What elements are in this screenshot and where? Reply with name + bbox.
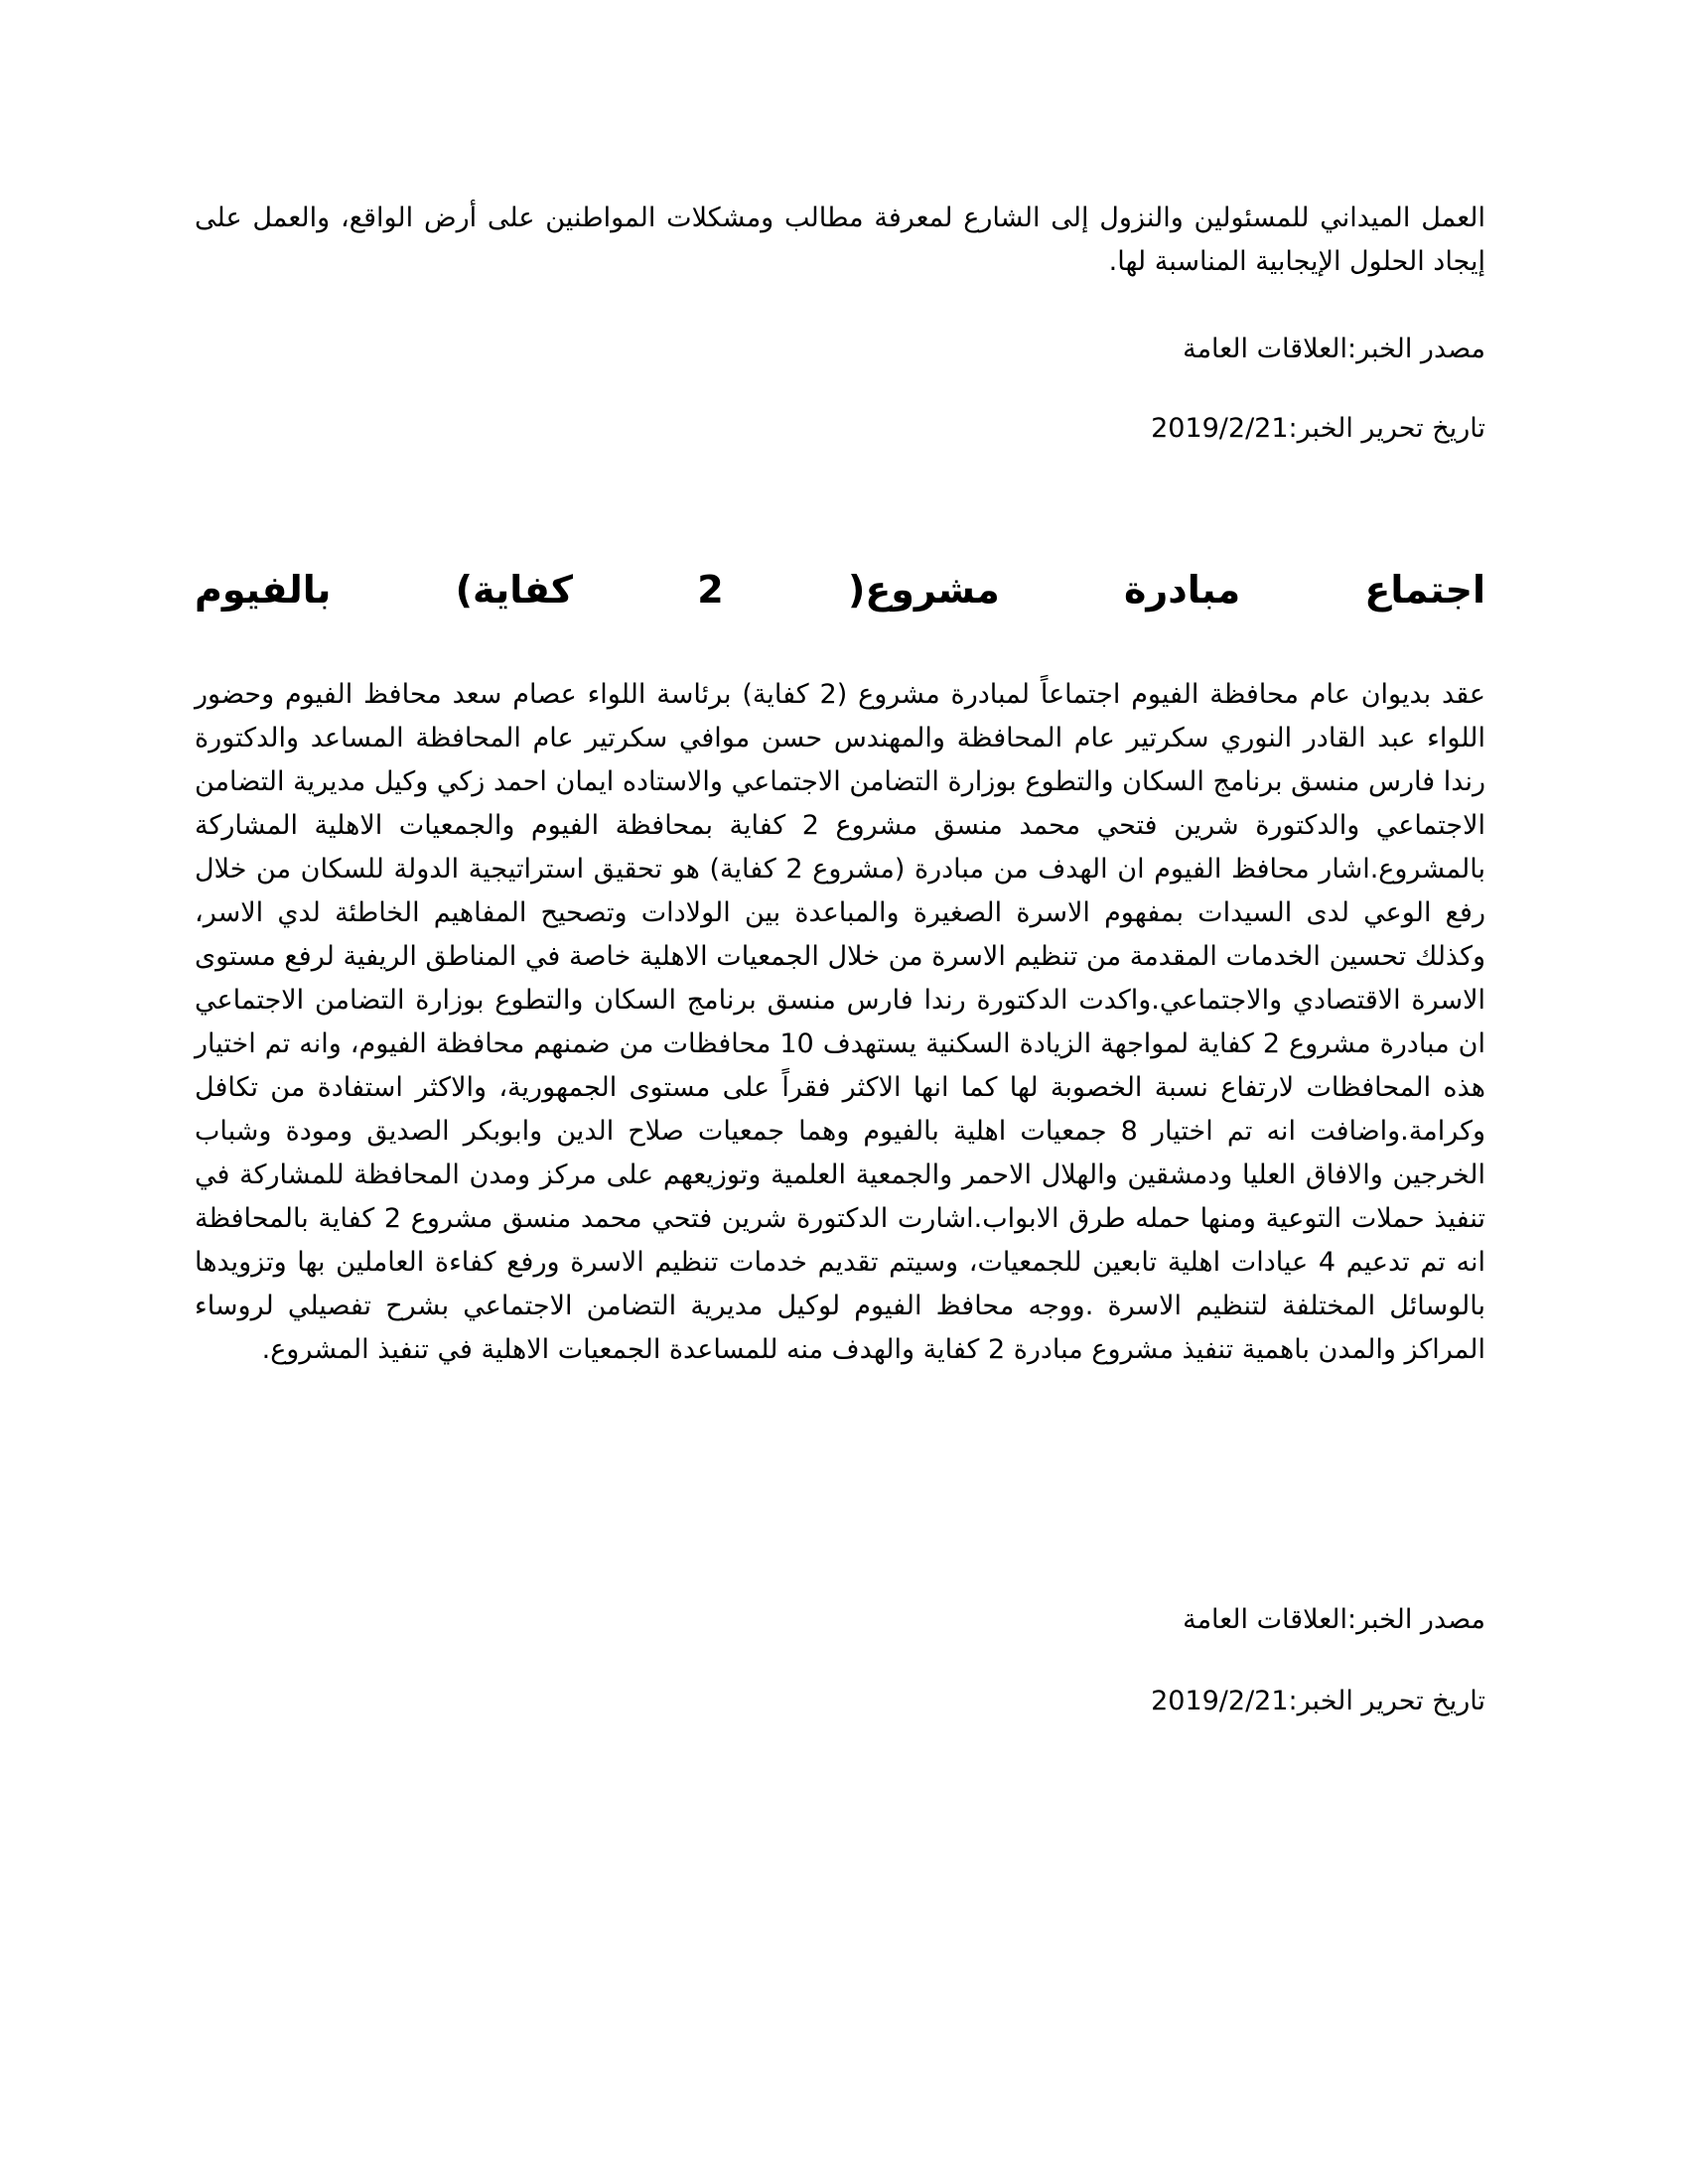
article-title: اجتماع مبادرة مشروع( 2 كفاية) بالفيوم [195, 568, 1485, 612]
news-source-line: مصدر الخبر:العلاقات العامة [1183, 334, 1485, 364]
article-source-line: مصدر الخبر:العلاقات العامة [1183, 1604, 1485, 1635]
intro-paragraph: العمل الميداني للمسئولين والنزول إلى الشارع لمعرفة مطالب ومشكلات المواطنين على أرض الواقع، والعمل على إيجاد الحلول الإيجابية المناسبة لها. [195, 203, 1485, 277]
article-date-line: تاريخ تحرير الخبر:2019/2/21 [1151, 1686, 1485, 1716]
article-body: عقد بديوان عام محافظة الفيوم اجتماعاً لمبادرة مشروع (2 كفاية) برئاسة اللواء عصام سعد محافظ الفيوم وحضور اللواء عبد القادر النوري سكرتير عام المحافظة والمهندس حسن موافي سكرتير عام المحافظة المساعد والدكتورة رندا فارس منسق برنامج السكان والتطوع بوزارة التضامن الاجتماعي والاستاده ايمان احمد زكي وكيل مديرية التضامن الاجتماعي والدكتورة شرين فتحي محمد منسق مشروع 2 كفاية بمحافظة الفيوم والجمعيات الاهلية المشاركة بالمشروع.اشار محافظ الفيوم ان الهدف من مبادرة (مشروع 2 كفاية) هو تحقيق استراتيجية الدولة للسكان من خلال رفع الوعي لدى السيدات بمفهوم الاسرة الصغيرة والمباعدة بين الولادات وتصحيح المفاهيم الخاطئة لدي الاسر، وكذلك تحسين الخدمات المقدمة من تنظيم الاسرة من خلال الجمعيات الاهلية خاصة في المناطق الريفية لرفع مستوى الاسرة الاقتصادي والاجتماعي.واكدت الدكتورة رندا فارس منسق برنامج السكان والتطوع بوزارة التضامن الاجتماعي ان مبادرة مشروع 2 كفاية لمواجهة الزيادة السكنية يستهدف 10 محافظات من ضمنهم محافظة الفيوم، وانه تم اختيار هذه المحافظات لارتفاع نسبة الخصوبة لها كما انها الاكثر فقراً على مستوى الجمهورية، والاكثر استفادة من تكافل وكرامة.واضافت انه تم اختيار 8 جمعيات اهلية بالفيوم وهما جمعيات صلاح الدين وابوبكر الصديق ومودة وشباب الخرجين والافاق العليا ودمشقين والهلال الاحمر والجمعية العلمية وتوزيعهم على مركز ومدن المحافظة للمشاركة في تنفيذ حملات التوعية ومنها حمله طرق الابواب.اشارت الدكتورة شرين فتحي محمد منسق مشروع 2 كفاية بالمحافظة انه تم تدعيم 4 عيادات اهلية تابعين للجمعيات، وسيتم تقديم خدمات تنظيم الاسرة ورفع كفاءة العاملين بها وتزويدها بالوسائل المختلفة لتنظيم الاسرة .ووجه محافظ الفيوم لوكيل مديرية التضامن الاجتماعي بشرح تفصيلي لروساء المراكز والمدن باهمية تنفيذ مشروع مبادرة 2 كفاية والهدف منه للمساعدة الجمعيات الاهلية في تنفيذ المشروع. [195, 679, 1486, 1365]
news-date-line: تاريخ تحرير الخبر:2019/2/21 [1151, 413, 1485, 444]
